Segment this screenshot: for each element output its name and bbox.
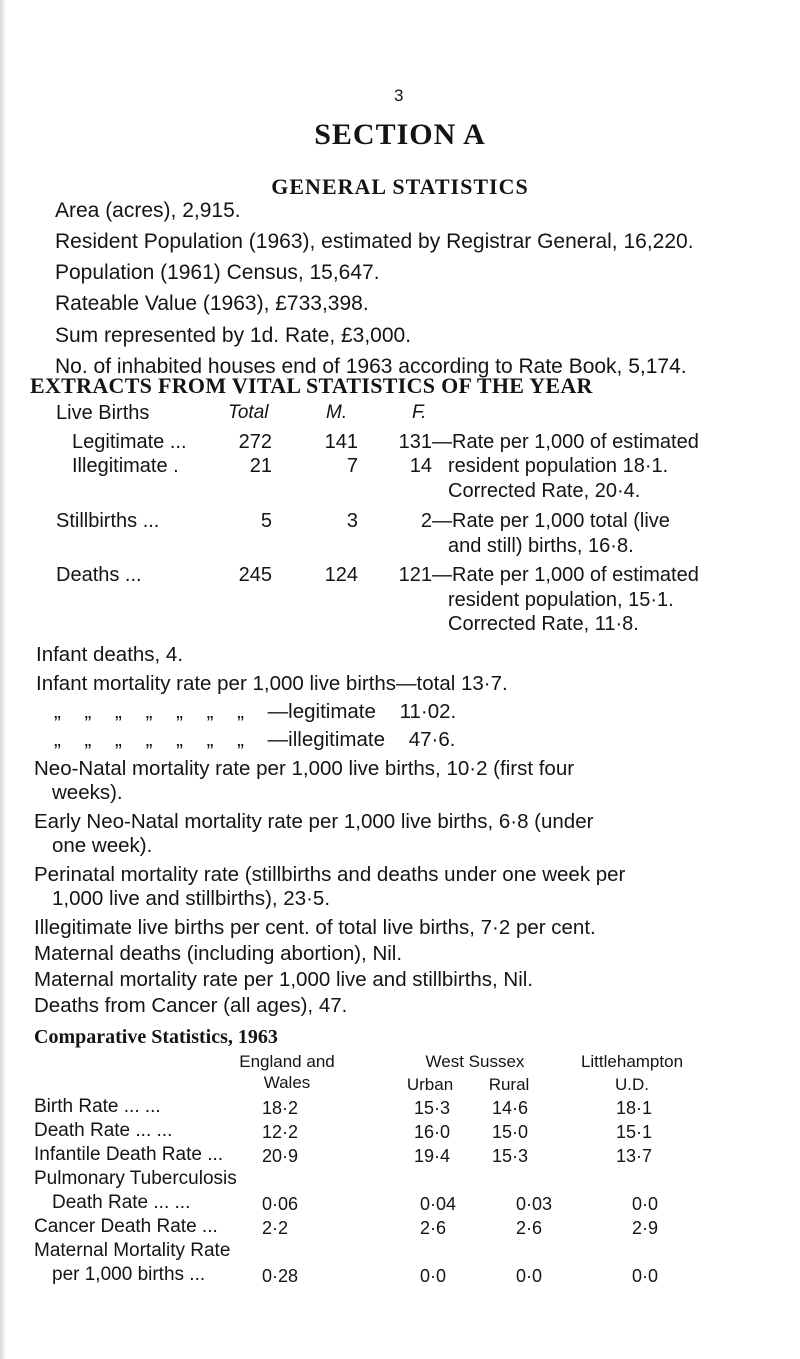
comp-rural-value: 0·03: [516, 1194, 553, 1214]
infant-deaths: Infant deaths, 4.: [36, 643, 184, 666]
early-neo-natal-mortality-cont: one week).: [52, 834, 153, 857]
illegitimate-female: 14: [409, 455, 432, 477]
stillbirths-note-cont: and still) births, 16·8.: [448, 535, 634, 557]
maternal-mortality-rate: Maternal mortality rate per 1,000 live and stillbirths, Nil.: [34, 968, 534, 991]
corrected-death-rate-note: Corrected Rate, 11·8.: [448, 613, 639, 635]
comp-lh-value: 13·7: [616, 1146, 653, 1166]
illegitimate-total: 21: [249, 455, 272, 477]
perinatal-mortality: Perinatal mortality rate (stillbirths and deaths under one week per: [34, 863, 626, 886]
comp-eng-value: 2·2: [262, 1218, 289, 1238]
column-west-sussex: West Sussex: [425, 1052, 525, 1071]
comp-urban-value: 0·04: [420, 1194, 457, 1214]
general-line-census: Population (1961) Census, 15,647.: [55, 261, 380, 284]
deaths-note: —Rate per 1,000 of estimated: [432, 564, 699, 586]
stillbirths-female: 2: [420, 510, 432, 532]
comp-row-label: Infantile Death Rate ...: [34, 1144, 224, 1165]
general-line-inhabited-houses: No. of inhabited houses end of 1963 according to Rate Book, 5,174.: [55, 355, 687, 378]
legitimate-note: —Rate per 1,000 of estimated: [432, 431, 699, 453]
column-littlehampton-2: U.D.: [615, 1075, 649, 1094]
comp-urban-value: 16·0: [414, 1122, 451, 1142]
comp-rural-value: 0·0: [516, 1266, 543, 1286]
page-edge-shadow: [0, 0, 6, 1359]
infant-mortality-illegitimate: „ „ „ „ „ „ „ —illegitimate 47·6.: [54, 728, 456, 751]
comp-eng-value: 0·06: [262, 1194, 299, 1214]
comp-rural-value: 15·3: [492, 1146, 529, 1166]
comp-lh-value: 0·0: [632, 1266, 659, 1286]
general-statistics-heading: GENERAL STATISTICS: [271, 174, 529, 199]
legitimate-female: 131: [398, 431, 432, 453]
deaths-male: 124: [324, 564, 358, 586]
comp-eng-value: 12·2: [262, 1122, 299, 1142]
comp-lh-value: 18·1: [616, 1098, 653, 1118]
illegitimate-percent: Illegitimate live births per cent. of total live births, 7·2 per cent.: [34, 916, 596, 939]
row-label-legitimate: Legitimate ...: [72, 431, 187, 453]
infant-mortality-total: Infant mortality rate per 1,000 live births—total 13·7.: [36, 672, 508, 695]
comp-urban-value: 15·3: [414, 1098, 451, 1118]
comp-row-label: per 1,000 births ...: [52, 1264, 206, 1285]
comp-row-label: Cancer Death Rate ...: [34, 1216, 218, 1237]
neo-natal-mortality-cont: weeks).: [52, 781, 123, 804]
comp-urban-value: 19·4: [414, 1146, 451, 1166]
column-urban: Urban: [406, 1075, 454, 1094]
row-label-illegitimate: Illegitimate .: [72, 455, 179, 477]
general-line-resident-population: Resident Population (1963), estimated by Registrar General, 16,220.: [55, 230, 694, 253]
column-rural: Rural: [488, 1075, 530, 1094]
early-neo-natal-mortality: Early Neo-Natal mortality rate per 1,000 live births, 6·8 (under: [34, 810, 594, 833]
column-male-header: M.: [326, 402, 348, 423]
column-england-wales-2: Wales: [263, 1073, 311, 1092]
maternal-deaths: Maternal deaths (including abortion), Nil.: [34, 942, 403, 965]
comp-lh-value: 2·9: [632, 1218, 659, 1238]
comp-eng-value: 18·2: [262, 1098, 299, 1118]
comp-lh-value: 15·1: [616, 1122, 653, 1142]
comp-rural-value: 15·0: [492, 1122, 529, 1142]
cancer-deaths: Deaths from Cancer (all ages), 47.: [34, 994, 348, 1017]
comp-row-label: Pulmonary Tuberculosis: [34, 1168, 237, 1189]
general-line-area: Area (acres), 2,915.: [55, 199, 241, 222]
comp-eng-value: 0·28: [262, 1266, 299, 1286]
general-line-penny-rate: Sum represented by 1d. Rate, £3,000.: [55, 324, 412, 347]
general-line-rateable-value: Rateable Value (1963), £733,398.: [55, 292, 369, 315]
comp-rural-value: 2·6: [516, 1218, 543, 1238]
row-label-stillbirths: Stillbirths ...: [56, 510, 160, 532]
infant-mortality-legitimate: „ „ „ „ „ „ „ —legitimate 11·02.: [54, 700, 457, 723]
vital-statistics-heading: EXTRACTS FROM VITAL STATISTICS OF THE YEAR: [30, 373, 593, 398]
illegitimate-note: resident population 18·1.: [448, 455, 669, 477]
page-number: 3: [394, 86, 404, 105]
neo-natal-mortality: Neo-Natal mortality rate per 1,000 live births, 10·2 (first four: [34, 757, 575, 780]
comp-rural-value: 14·6: [492, 1098, 529, 1118]
stillbirths-note: —Rate per 1,000 total (live: [432, 510, 670, 532]
deaths-female: 121: [398, 564, 432, 586]
legitimate-total: 272: [238, 431, 272, 453]
column-england-wales-1: England and: [239, 1052, 335, 1071]
illegitimate-male: 7: [346, 455, 358, 477]
corrected-birth-rate-note: Corrected Rate, 20·4.: [448, 480, 641, 502]
stillbirths-male: 3: [346, 510, 358, 532]
stillbirths-total: 5: [260, 510, 272, 532]
comp-row-label: Maternal Mortality Rate: [34, 1240, 231, 1261]
column-female-header: F.: [412, 402, 427, 423]
comp-row-label: Death Rate ... ...: [34, 1120, 173, 1141]
comp-urban-value: 2·6: [420, 1218, 447, 1238]
comp-lh-value: 0·0: [632, 1194, 659, 1214]
perinatal-mortality-cont: 1,000 live and stillbirths), 23·5.: [52, 887, 331, 910]
comp-eng-value: 20·9: [262, 1146, 299, 1166]
comp-row-label: Birth Rate ... ...: [34, 1096, 161, 1117]
column-littlehampton-1: Littlehampton: [580, 1052, 684, 1071]
column-total-header: Total: [228, 402, 269, 423]
section-title: SECTION A: [314, 118, 486, 151]
comp-row-label: Death Rate ... ...: [52, 1192, 191, 1213]
legitimate-male: 141: [324, 431, 358, 453]
row-label-deaths: Deaths ...: [56, 564, 142, 586]
comparative-heading: Comparative Statistics, 1963: [34, 1026, 278, 1048]
comp-urban-value: 0·0: [420, 1266, 447, 1286]
deaths-note-cont: resident population, 15·1.: [448, 589, 674, 611]
live-births-label: Live Births: [56, 402, 150, 424]
deaths-total: 245: [238, 564, 272, 586]
